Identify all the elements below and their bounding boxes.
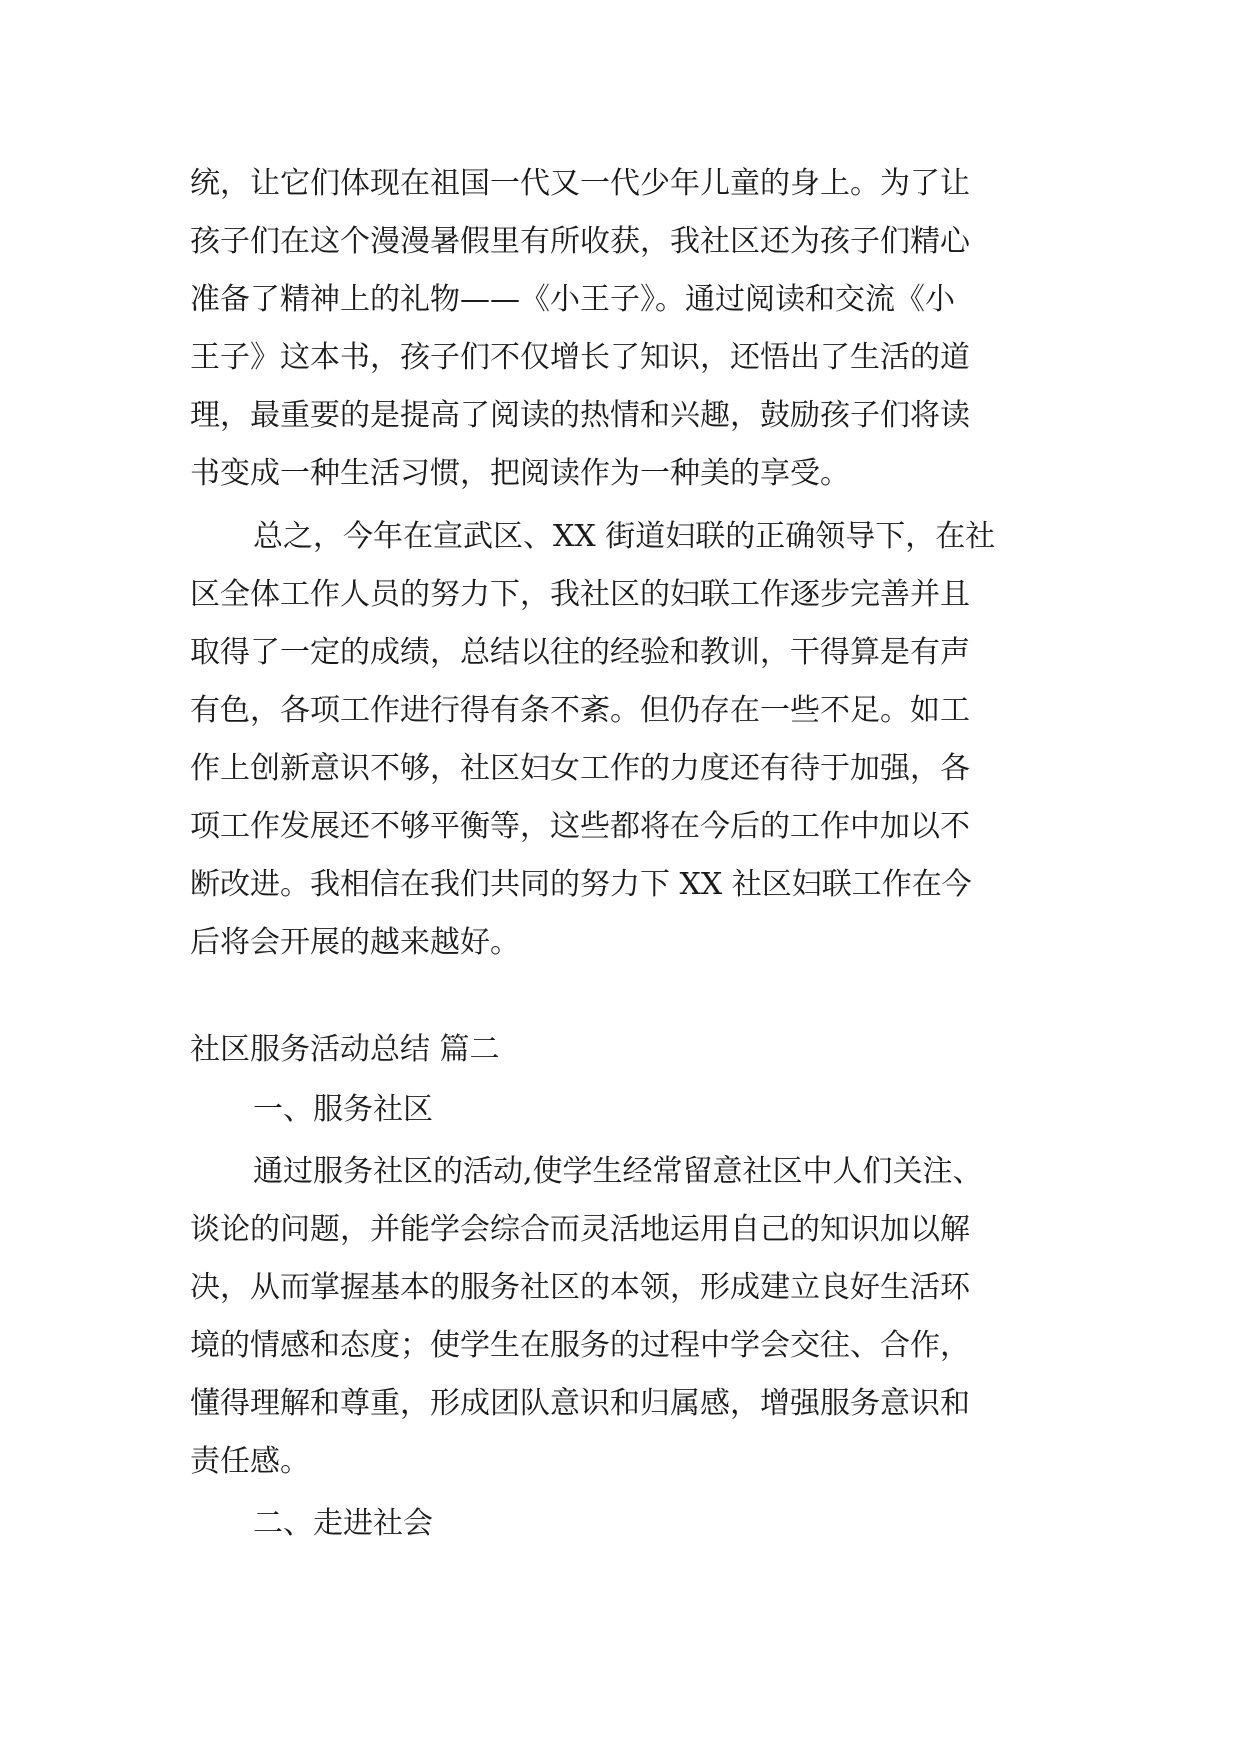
paragraph-line: 取得了一定的成绩，总结以往的经验和教训，干得算是有声 bbox=[190, 635, 970, 670]
paragraph-line: 作上创新意识不够，社区妇女工作的力度还有待于加强，各 bbox=[190, 751, 970, 786]
paragraph-line: 决，从而掌握基本的服务社区的本领，形成建立良好生活环 bbox=[190, 1270, 970, 1305]
paragraph-line: 有色，各项工作进行得有条不紊。但仍存在一些不足。如工 bbox=[190, 693, 970, 728]
paragraph-line: 总之，今年在宣武区、XX 街道妇联的正确领导下，在社 bbox=[253, 519, 996, 554]
paragraph-line: 谈论的问题，并能学会综合而灵活地运用自己的知识加以解 bbox=[190, 1212, 970, 1247]
paragraph-line: 统，让它们体现在祖国一代又一代少年儿童的身上。为了让 bbox=[190, 166, 970, 201]
paragraph-line: 书变成一种生活习惯，把阅读作为一种美的享受。 bbox=[190, 456, 850, 491]
subsection-heading: 一、服务社区 bbox=[253, 1092, 433, 1127]
paragraph-line: 理，最重要的是提高了阅读的热情和兴趣，鼓励孩子们将读 bbox=[190, 398, 970, 433]
paragraph-line: 后将会开展的越来越好。 bbox=[190, 925, 520, 960]
paragraph-line: 懂得理解和尊重，形成团队意识和归属感，增强服务意识和 bbox=[190, 1386, 970, 1421]
paragraph-line: 区全体工作人员的努力下，我社区的妇联工作逐步完善并且 bbox=[190, 577, 970, 612]
paragraph-line: 王子》这本书，孩子们不仅增长了知识，还悟出了生活的道 bbox=[190, 340, 970, 375]
paragraph-line: 孩子们在这个漫漫暑假里有所收获，我社区还为孩子们精心 bbox=[190, 224, 970, 259]
subsection-heading: 二、走进社会 bbox=[253, 1506, 433, 1541]
paragraph-line: 责任感。 bbox=[190, 1444, 310, 1479]
paragraph-line: 断改进。我相信在我们共同的努力下 XX 社区妇联工作在今 bbox=[190, 867, 972, 902]
section-heading: 社区服务活动总结 篇二 bbox=[190, 1032, 500, 1067]
paragraph-line: 通过服务社区的活动,使学生经常留意社区中人们关注、 bbox=[253, 1154, 983, 1189]
paragraph-line: 项工作发展还不够平衡等，这些都将在今后的工作中加以不 bbox=[190, 809, 970, 844]
paragraph-line: 准备了精神上的礼物——《小王子》。通过阅读和交流《小 bbox=[190, 282, 955, 317]
paragraph-line: 境的情感和态度；使学生在服务的过程中学会交往、合作， bbox=[190, 1328, 970, 1363]
